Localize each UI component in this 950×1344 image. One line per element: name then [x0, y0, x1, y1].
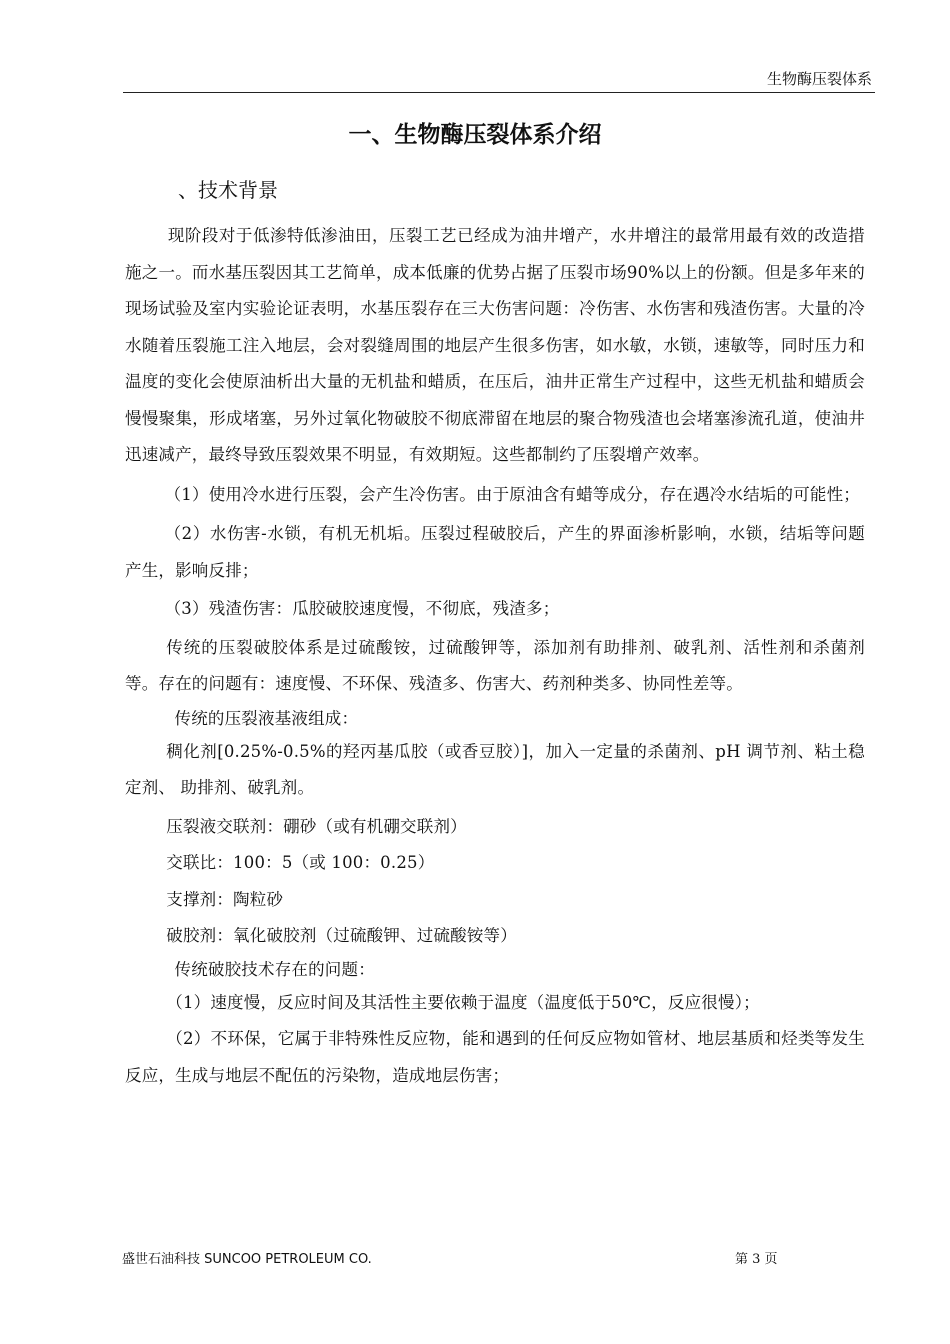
- paragraph: （3）残渣伤害：瓜胶破胶速度慢，不彻底，残渣多；: [164, 599, 560, 618]
- paragraph: 支撑剂：陶粒砂: [166, 889, 284, 909]
- page-number: 第 3 页: [735, 1252, 778, 1267]
- paragraph: （2）不环保，它属于非特殊性反应物，能和遇到的任何反应物如管材、地层基质和烃类等发生反应，生成与地层不配伍的污染物，造成地层伤害；: [125, 1029, 865, 1085]
- header-rule: [123, 92, 875, 93]
- paragraph: 传统的压裂破胶体系是过硫酸铵，过硫酸钾等，添加剂有助排剂、破乳剂、活性剂和杀菌剂等。存在的问题有：速度慢、不环保、残渣多、伤害大、药剂种类多、协同性差等。: [125, 637, 865, 693]
- paragraph: （1）使用冷水进行压裂，会产生冷伤害。由于原油含有蜡等成分，存在遇冷水结垢的可能性；: [164, 484, 860, 504]
- paragraph: 稠化剂[0.25%-0.5%的羟丙基瓜胶（或香豆胶）]，加入一定量的杀菌剂、pH 调节剂、粘土稳定剂、 助排剂、破乳剂。: [125, 741, 865, 797]
- document-body: [125, 218, 865, 1094]
- paragraph: 压裂液交联剂：硼砂（或有机硼交联剂）: [166, 816, 467, 836]
- paragraph: 交联比：100：5（或 100：0.25）: [166, 853, 435, 872]
- page-title: 一、生物酶压裂体系介绍: [348, 122, 602, 148]
- paragraph: 破胶剂：氧化破胶剂（过硫酸钾、过硫酸铵等）: [166, 926, 517, 945]
- paragraph: 传统的压裂液基液组成：: [174, 708, 359, 728]
- paragraph: 现阶段对于低渗特低渗油田，压裂工艺已经成为油井增产，水井增注的最常用最有效的改造措施之一。而水基压裂因其工艺简单，成本低廉的优势占据了压裂市场90%以上的份额。但是多年来的现场试验及室内实验论证表明，水基压裂存在三大伤害问题：冷伤害、水伤害和残渣伤害。大量的冷水随着压裂施工注入地层，会对裂缝周围的地层产生很多伤害，如水敏，水锁，速敏等，同时压力和温度的变化会使原油析出大量的无机盐和蜡质，在压后，油井正常生产过程中，这些无机盐和蜡质会慢慢聚集，形成堵塞，另外过氧化物破胶不彻底滞留在地层的聚合物残渣也会堵塞渗流孔道，使油井迅速减产，最终导致压裂效果不明显，有效期短。这些都制约了压裂增产效率。: [125, 226, 865, 464]
- footer-company: 盛世石油科技 SUNCOO PETROLEUM CO.: [122, 1252, 372, 1267]
- paragraph: （2）水伤害-水锁，有机无机垢。压裂过程破胶后，产生的界面渗析影响，水锁，结垢等问题产生，影响反排；: [125, 524, 865, 580]
- header-title: 生物酶压裂体系: [766, 70, 872, 88]
- section-heading: 、技术背景: [178, 178, 278, 202]
- paragraph: （1）速度慢，反应时间及其活性主要依赖于温度（温度低于50℃，反应很慢）；: [166, 992, 760, 1012]
- paragraph: 传统破胶技术存在的问题：: [174, 959, 375, 979]
